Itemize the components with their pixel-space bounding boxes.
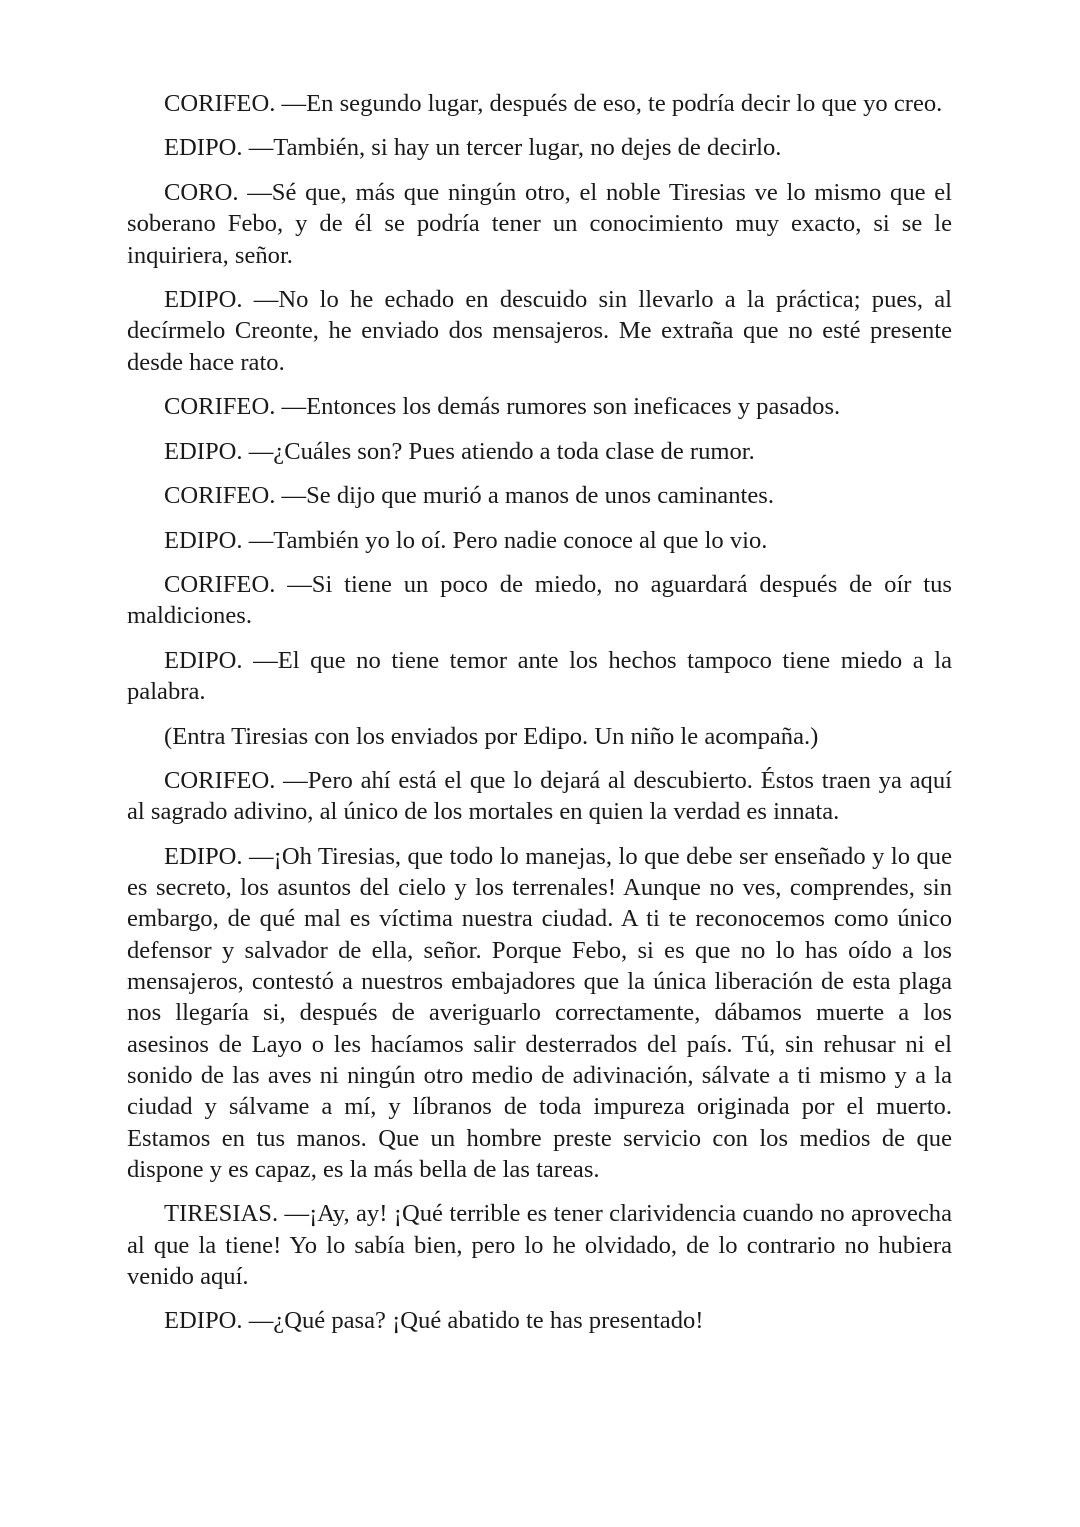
paragraph-edipo-7: EDIPO. —¿Qué pasa? ¡Qué abatido te has presentado! bbox=[164, 1307, 704, 1335]
paragraph-corifeo-1: CORIFEO. —En segundo lugar, después de eso, te podría decir lo que yo creo. bbox=[164, 90, 943, 117]
paragraph-edipo-1: EDIPO. —También, si hay un tercer lugar, no dejes de decirlo. bbox=[164, 134, 782, 162]
paragraph-coro-1: CORO. —Sé que, más que ningún otro, el noble Tiresias ve lo mismo que el soberano Febo, y de él se podría tener un conocimiento muy exacto, si se le inquiriera, señor. bbox=[127, 178, 952, 269]
paragraph-corifeo-5: CORIFEO. —Pero ahí está el que lo dejará al descubierto. Éstos traen ya aquí al sagrado adivino, al único de los mortales en quien la verdad es innata. bbox=[127, 767, 952, 826]
document-page bbox=[127, 88, 952, 1337]
paragraph-tiresias-1: TIRESIAS. —¡Ay, ay! ¡Qué terrible es tener clarividencia cuando no aprovecha al que la tiene! Yo lo sabía bien, pero lo he olvidado, de lo contrario no hubiera venido aquí. bbox=[127, 1200, 952, 1290]
paragraph-edipo-3: EDIPO. —¿Cuáles son? Pues atiendo a toda clase de rumor. bbox=[164, 437, 755, 465]
paragraph-corifeo-4: CORIFEO. —Si tiene un poco de miedo, no aguardará después de oír tus maldiciones. bbox=[127, 571, 952, 630]
paragraph-corifeo-3: CORIFEO. —Se dijo que murió a manos de unos caminantes. bbox=[164, 482, 774, 510]
paragraph-edipo-4: EDIPO. —También yo lo oí. Pero nadie conoce al que lo vio. bbox=[164, 526, 768, 554]
paragraph-corifeo-2: CORIFEO. —Entonces los demás rumores son ineficaces y pasados. bbox=[164, 393, 841, 421]
stage-direction: (Entra Tiresias con los enviados por Edipo. Un niño le acompaña.) bbox=[164, 722, 819, 750]
paragraph-edipo-5: EDIPO. —El que no tiene temor ante los hechos tampoco tiene miedo a la palabra. bbox=[127, 646, 952, 706]
paragraph-edipo-6: EDIPO. —¡Oh Tiresias, que todo lo manejas, lo que debe ser enseñado y lo que es secreto, los asuntos del cielo y los terrenales! Aunque no ves, comprendes, sin embargo, de qué mal es víctima nuestra ciudad. A ti te reconocemos como único defensor y salvador de ella, señor. Porque Febo, si es que no lo has oído a los mensajeros, contestó a nuestros embajadores que la única liberación de esta plaga nos llegaría si, después de averiguarlo correctamente, dábamos muerte a los asesinos de Layo o les hacíamos salir desterrados del país. Tú, sin rehusar ni el sonido de las aves ni ningún otro medio de adivinación, sálvate a ti mismo y a la ciudad y sálvame a mí, y líbranos de toda impureza originada por el muerto. Estamos en tus manos. Que un hombre preste servicio con los medios de que dispone y es capaz, es la más bella de las tareas. bbox=[127, 842, 952, 1183]
paragraph-edipo-2: EDIPO. —No lo he echado en descuido sin llevarlo a la práctica; pues, al decírmelo Creonte, he enviado dos mensajeros. Me extraña que no esté presente desde hace rato. bbox=[127, 286, 952, 376]
